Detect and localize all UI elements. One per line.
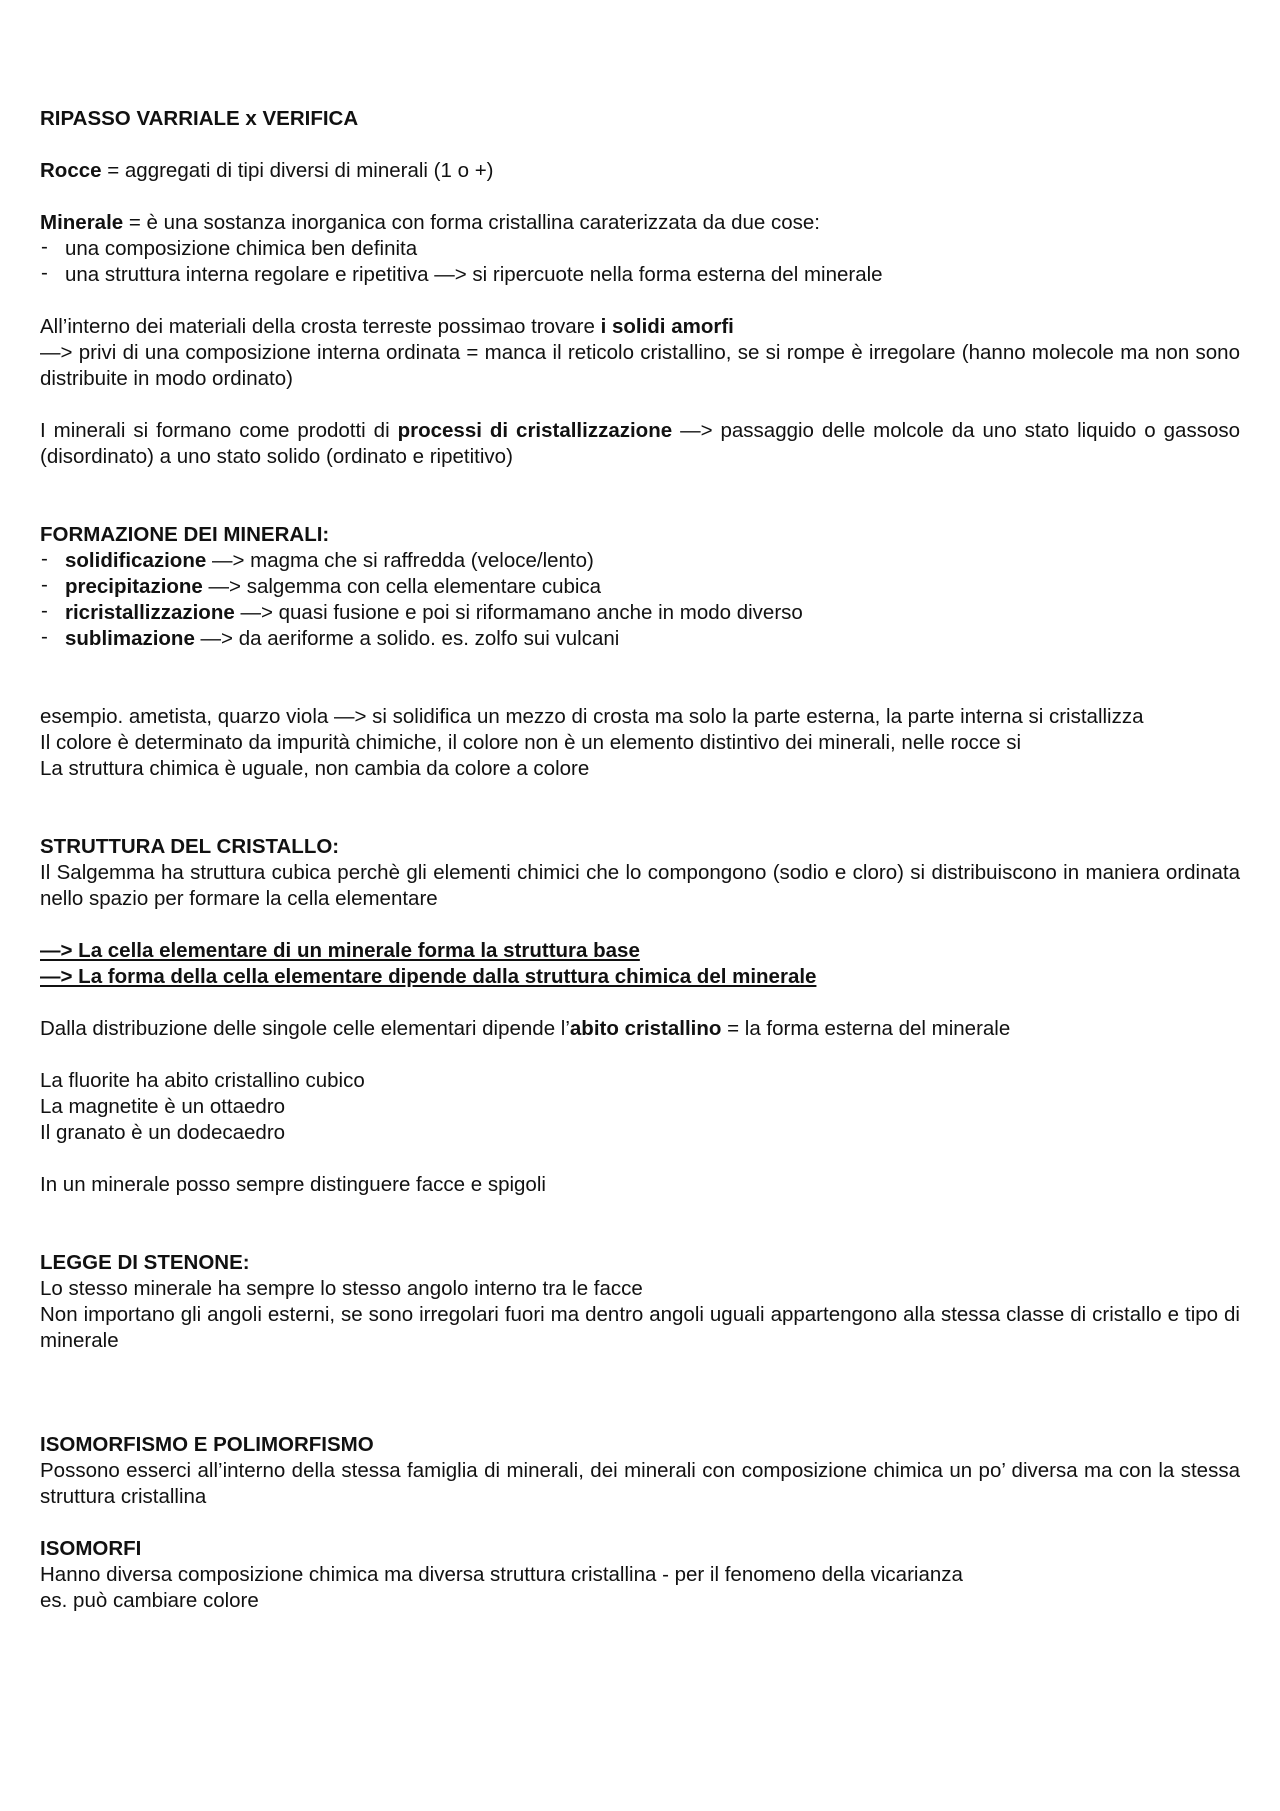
list-item-term: precipitazione [65,575,203,598]
struttura-text: Il Salgemma ha struttura cubica perchè gli elementi chimici che lo compongono (sodio e cloro) si distribuiscono in maniera ordinata nello spazio per formare la cella elementare [40,861,1240,910]
amorfi-intro-text: All’interno dei materiali della crosta terreste possimao trovare [40,315,601,338]
isomorfismo-heading: ISOMORFISMO E POLIMORFISMO [40,1433,374,1456]
isomorfi-line-2: es. può cambiare colore [40,1589,259,1612]
list-item [40,574,1240,600]
struttura-underlined-2: —> La forma della cella elementare dipende dalla struttura chimica del minerale [40,965,817,988]
list-item [40,600,1240,626]
cristallizzazione-pre: I minerali si formano come prodotti di [40,419,398,442]
minerale-term: Minerale [40,211,124,234]
amorfi-intro [40,314,1240,340]
facce-line: In un minerale posso sempre distinguere facce e spigoli [40,1173,546,1196]
cristallizzazione-paragraph [40,418,1240,470]
stenone-line-1: Lo stesso minerale ha sempre lo stesso angolo interno tra le facce [40,1277,643,1300]
list-item: - una composizione chimica ben definita [40,236,1240,262]
stenone-line-2: Non importano gli angoli esterni, se sono irregolari fuori ma dentro angoli uguali appartengono alla stessa classe di cristallo e tipo di minerale [40,1303,1240,1352]
rocce-text: = aggregati di tipi diversi di minerali (1 o +) [101,159,494,182]
list-item-term: solidificazione [65,549,207,572]
example-line: La magnetite è un ottaedro [40,1095,286,1118]
list-item-text: —> da aeriforme a solido. es. zolfo sui vulcani [194,627,620,650]
list-item-term: ricristallizzazione [65,601,235,624]
rocce-term: Rocce [40,159,102,182]
isomorfi-line-1: Hanno diversa composizione chimica ma diversa struttura cristallina - per il fenomeno della vicarianza [40,1563,963,1586]
cristallizzazione-term: processi di cristallizzazione [397,419,673,442]
amorfi-term: i solidi amorfi [600,315,734,338]
minerale-text: = è una sostanza inorganica con forma cristallina caraterizzata da due cose: [123,211,820,234]
abito-post: = la forma esterna del minerale [721,1017,1011,1040]
document-content [40,106,1240,1614]
rocce-definition [40,158,1240,184]
list-item-text: —> magma che si raffredda (veloce/lento) [206,549,594,572]
isomorfi-heading: ISOMORFI [40,1537,142,1560]
list-item [40,626,1240,652]
example-line: La fluorite ha abito cristallino cubico [40,1069,365,1092]
stenone-heading: LEGGE DI STENONE: [40,1251,250,1274]
abito-pre: Dalla distribuzione delle singole celle elementari dipende l’ [40,1017,570,1040]
list-item-text: —> quasi fusione e poi si riformamano anche in modo diverso [234,601,803,624]
minerale-definition [40,210,1240,236]
esempio-line-3: La struttura chimica è uguale, non cambia da colore a colore [40,757,590,780]
list-item [40,548,1240,574]
isomorfismo-text: Possono esserci all’interno della stessa famiglia di minerali, dei minerali con composizione chimica un po’ diversa ma con la stessa struttura cristallina [40,1459,1240,1508]
formazione-heading: FORMAZIONE DEI MINERALI: [40,523,330,546]
minerale-list [40,236,1240,288]
struttura-heading: STRUTTURA DEL CRISTALLO: [40,835,340,858]
list-item: - una struttura interna regolare e ripetitiva —> si ripercuote nella forma esterna del minerale [40,262,1240,288]
example-line: Il granato è un dodecaedro [40,1121,286,1144]
list-item-term: sublimazione [65,627,195,650]
document-title: RIPASSO VARRIALE x VERIFICA [40,107,359,130]
cristallizzazione-post: —> passaggio delle molcole da uno stato liquido o gassoso (disordinato) a uno stato solido (ordinato e ripetitivo) [40,419,1240,468]
abito-paragraph [40,1016,1240,1042]
esempio-line-1: esempio. ametista, quarzo viola —> si solidifica un mezzo di crosta ma solo la parte esterna, la parte interna si cristallizza [40,705,1144,728]
struttura-underlined-1: —> La cella elementare di un minerale forma la struttura base [40,939,640,962]
formazione-list [40,548,1240,652]
esempio-line-2: Il colore è determinato da impurità chimiche, il colore non è un elemento distintivo dei minerali, nelle rocce si [40,731,1022,754]
abito-term: abito cristallino [569,1017,722,1040]
list-item-text: —> salgemma con cella elementare cubica [202,575,602,598]
amorfi-detail: —> privi di una composizione interna ordinata = manca il reticolo cristallino, se si rompe è irregolare (hanno molecole ma non sono distribuite in modo ordinato) [40,341,1240,390]
